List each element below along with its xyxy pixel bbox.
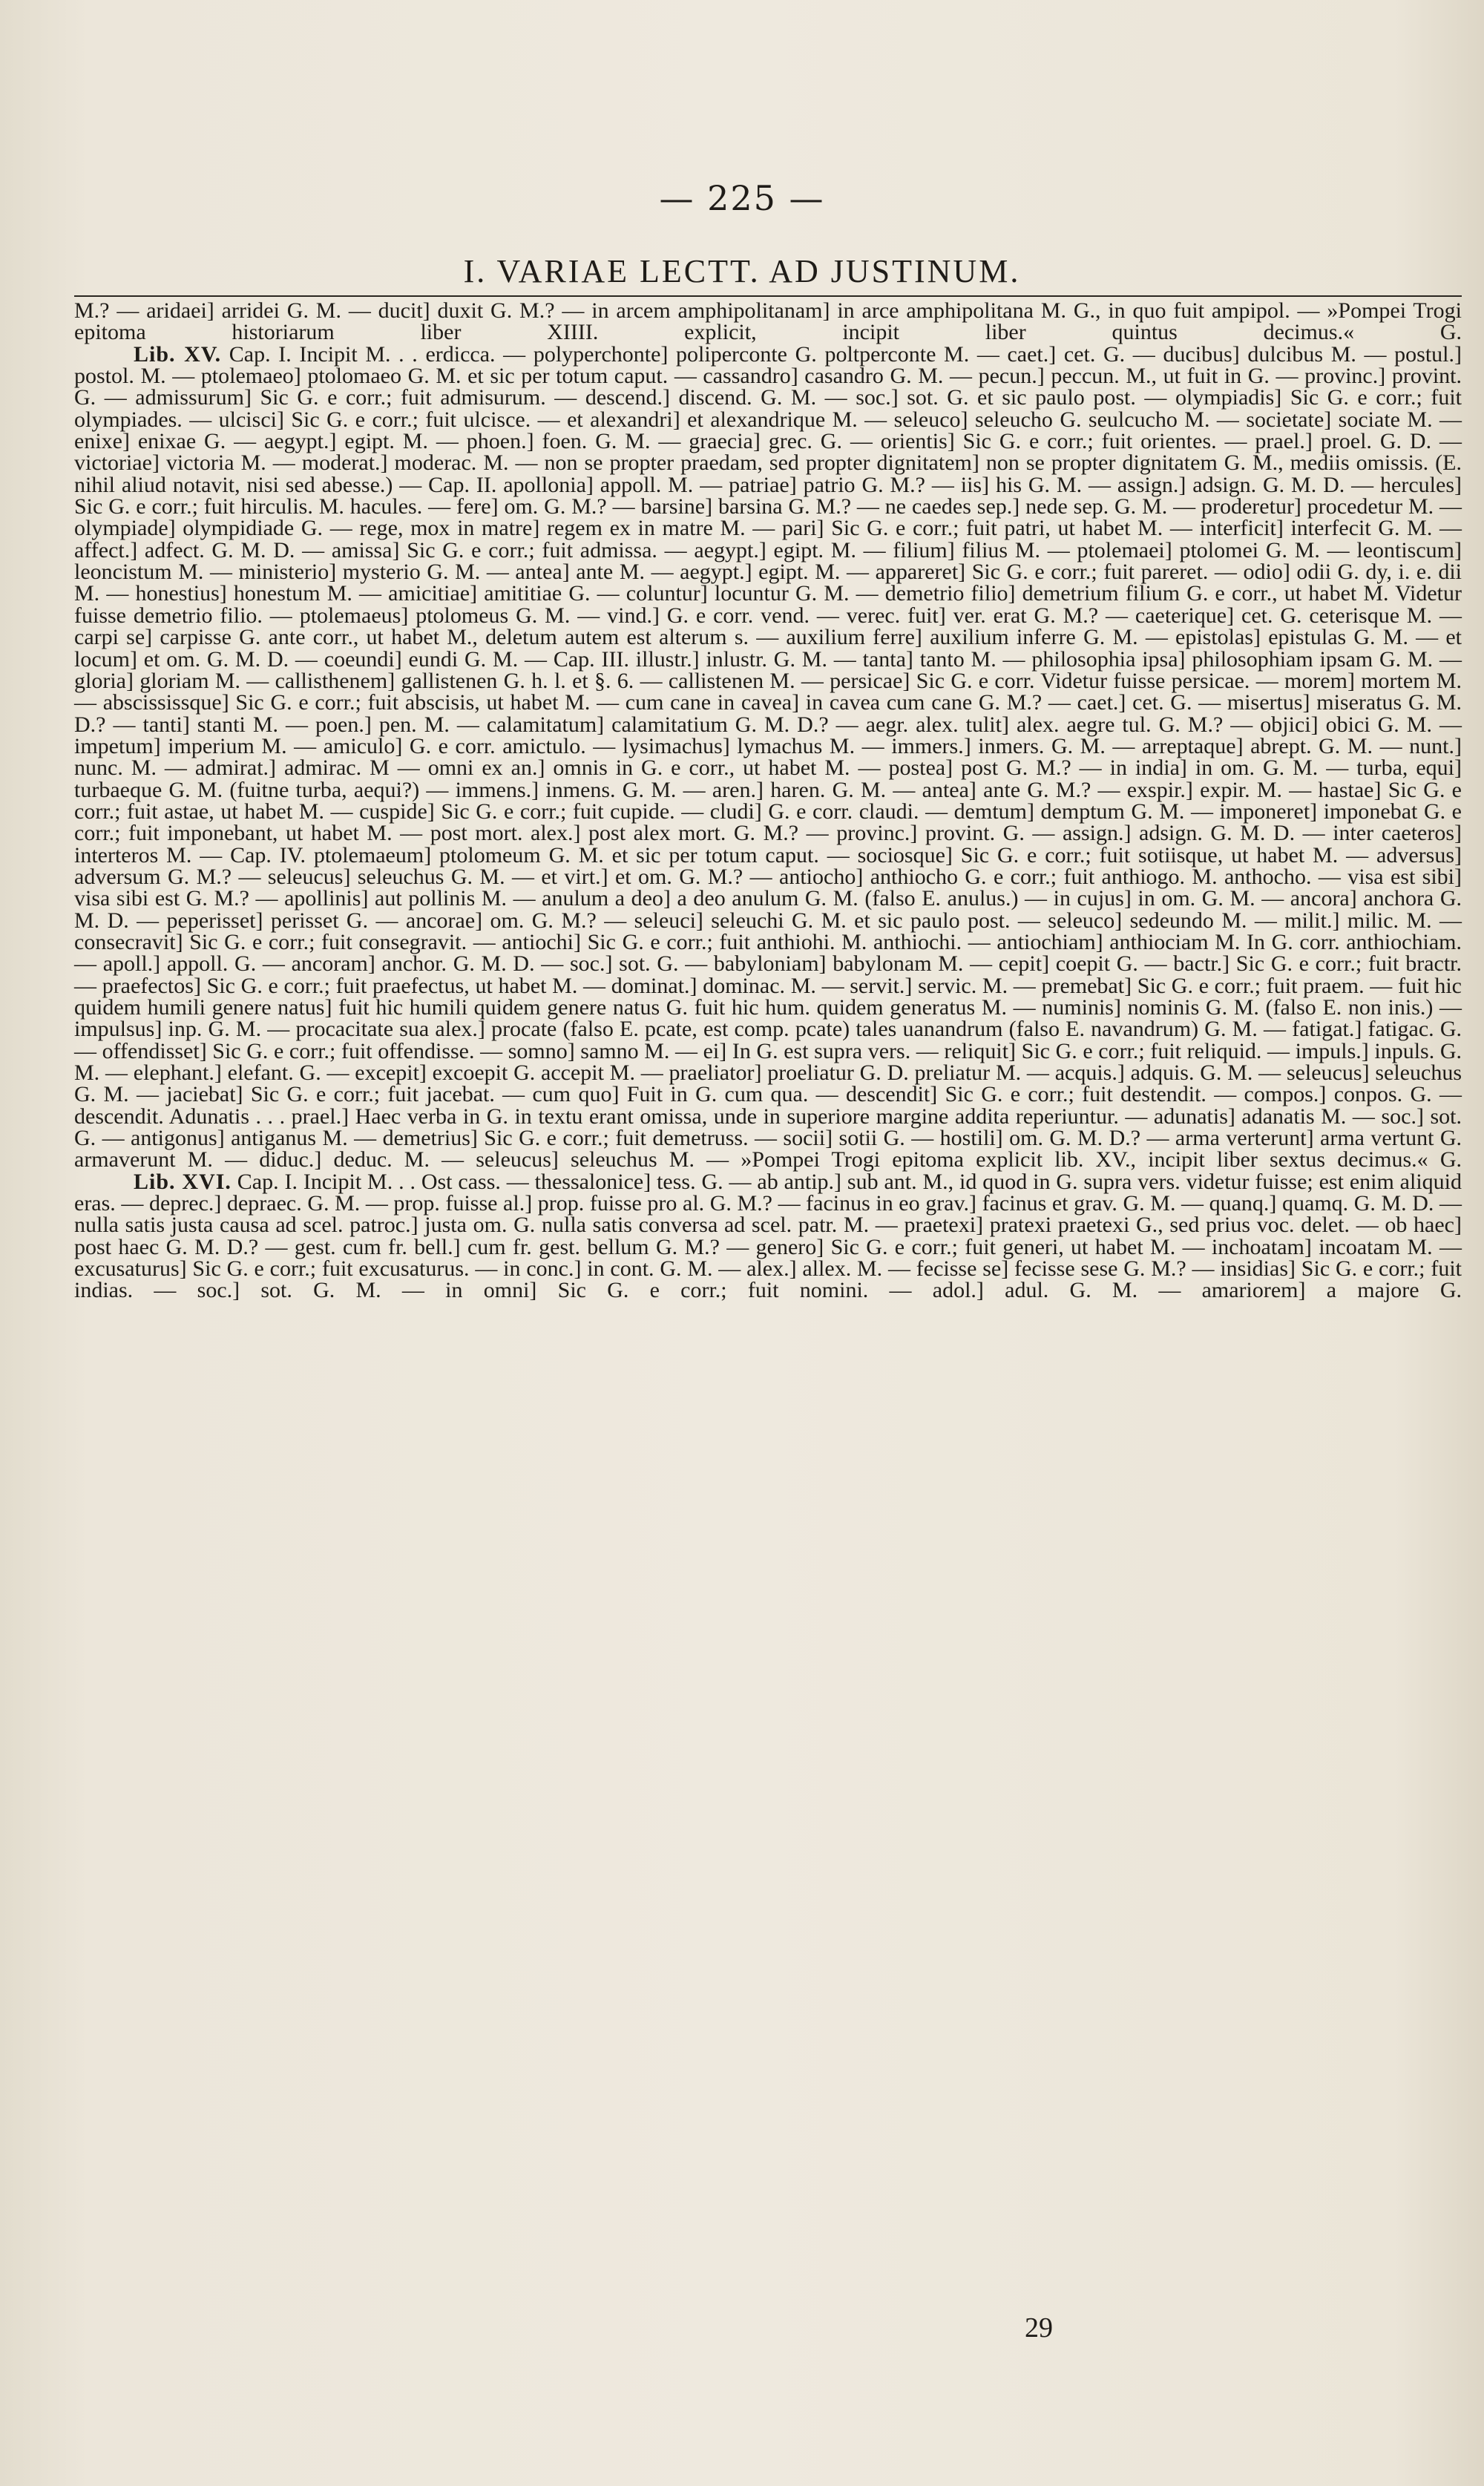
signature-mark: 29	[1025, 2312, 1053, 2344]
paragraph-text: Cap. I. Incipit M. . . erdicca. — polyperchonte] poliperconte G. poltperconte M. — caet.] cet. G. — ducibus] dulcibus M. — postul.] postol. M. — ptolemaeo] ptolomaeo G. M. et sic per totum caput. — cassandro] casandro G. M. — pecun.] peccun. M., ut fuit in G. — provinc.] provint. G. — admissurum] Sic G. e corr.; fuit admisurum. — descend.] discend. G. M. — soc.] sot. G. et sic paulo post. — olympiadis] Sic G. e corr.; fuit olympiades. — ulcisci] Sic G. e corr.; fuit ulcisce. — et alexandri] et alexandrique M. — seleuco] seleucho G. seulcucho M. — societate] sociate M. — enixe] enixae G. — aegypt.] egipt. M. — phoen.] foen. G. M. — graecia] grec. G. — orientis] Sic G. e corr.; fuit orientes. — prael.] proel. G. D. — victoriae] victoria M. — moderat.] moderac. M. — non se propter praedam, sed propter dignitatem] non se propter dignitatem G. M., mediis omissis. (E. nihil aliud notavit, nisi sed abesse.) — Cap. II. apollonia] appoll. M. — patriae] patrio G. M.? — iis] his G. M. — assign.] adsign. G. M. D. — hercules] Sic G. e corr.; fuit hirculis. M. hacules. — fere] om. G. M.? — barsine] barsina G. M.? — ne caedes sep.] nede sep. G. M. — proderetur] procedetur M. — olympiade] olympidiade G. — rege, mox in matre] regem ex in matre M. — pari] Sic G. e corr.; fuit patri, ut habet M. — interficit] interfecit G. M. — affect.] adfect. G. M. D. — amissa] Sic G. e corr.; fuit admissa. — aegypt.] egipt. M. — filium] filius M. — ptolemaei] ptolomei G. M. — leontiscum] leoncistum M. — ministerio] mysterio G. M. — antea] ante M. — aegypt.] egipt. M. — appareret] Sic G. e corr.; fuit pareret. — odio] odii G. dy, i. e. dii M. — honestius] honestum M. — amicitiae] amititiae G. — coluntur] locuntur G. M. — demetrio filio] demetrium filium G. e corr., ut habet M. Videtur fuisse demetrio filio. — ptolemaeus] ptolomeus G. M. — vind.] G. e corr. vend. — verec. fuit] ver. erat G. M.? — caeterique] cet. G. ceterisque M. — carpi se] carpisse G. ante corr., ut habet M., deletum autem est alterum s. — auxilium ferre] auxilium inferre G. M. — epistolas] epistulas G. M. — et locum] et om. G. M. D. — coeundi] eundi G. M. — Cap. III. illustr.] inlustr. G. M. — tanta] tanto M. — philosophia ipsa] philosophiam ipsam G. M. — gloria] gloriam M. — callisthenem] gallistenen G. h. l. et §. 6. — callistenen M. — persicae] Sic G. e corr. Videtur fuisse persicae. — morem] mortem M. — abscississque] Sic G. e corr.; fuit abscisis, ut habet M. — cum cane in cavea] in cavea cum cane G. M.? — caet.] cet. G. — misertus] miseratus G. M. D.? — tanti] stanti M. — poen.] pen. M. — calamitatum] calamitatium G. M. D.? — aegr. alex. tulit] alex. aegre tul. G. M.? — objici] obici G. M. — impetum] imperium M. — amiculo] G. e corr. amictulo. — lysimachus] lymachus M. — immers.] inmers. G. M. — arreptaque] abrept. G. M. — nunt.] nunc. M. — admirat.] admirac. M — omni ex an.] omnis in G. e corr., ut habet M. — postea] post G. M.? — in india] in om. G. M. — turba, equi] turbaeque G. M. (fuitne turba, aequi?) — immens.] inmens. G. M. — aren.] haren. G. M. — antea] ante G. M.? — exspir.] expir. M. — hastae] Sic G. e corr.; fuit astae, ut habet M. — cuspide] Sic G. e corr.; fuit cupide. — cludi] G. e corr. claudi. — demtum] demptum G. M. — imponeret] imponebat G. e corr.; fuit imponebant, ut habet M. — post mort. alex.] post alex mort. G. M.? — provinc.] provint. G. — assign.] adsign. G. M. D. — inter caeteros] interteros M. — Cap. IV. ptolemaeum] ptolomeum G. M. et sic per totum caput. — sociosque] Sic G. e corr.; fuit sotiisque, ut habet M. — adversus] adversum G. M.? — seleucus] seleuchus G. M. — et virt.] et om. G. M.? — antiocho] anthiocho G. e corr.; fuit anthiogo. M. anthocho. — visa est sibi] visa sibi est G. M.? — apollinis] aut pollinis M. — anulum a deo] a deo anulum G. M. (falso E. anulus.) — in cujus] in om. G. M. — ancora] anchora G. M. D. — peperisset] perisset G. — ancorae] om. G. M.? — seleuci] seleuchi G. M. et sic paulo post. — seleuco] sedeundo M. — milit.] milic. M. — consecravit] Sic G. e corr.; fuit consegravit. — antiochi] Sic G. e corr.; fuit anthiohi. M. anthiochi. — antiochiam] anthiociam M. In G. corr. anthiochiam. — apoll.] appoll. G. — ancoram] anchor. G. M. D. — soc.] sot. G. — babyloniam] babylonam M. — cepit] coepit G. — bactr.] Sic G. e corr.; fuit bractr. — praefectos] Sic G. e corr.; fuit praefectus, ut habet M. — dominat.] dominac. M. — servit.] servic. M. — premebat] Sic G. e corr.; fuit praem. — fuit hic quidem humili genere natus] fuit hic humili quidem genere natus G. fuit hic hum. quidem generatus M. — numinis] nominis G. M. (falso E. non inis.) — impulsus] inp. G. M. — procacitate sua alex.] procate (falso E. pcate, est comp. pcate) tales uanandrum (falso E. navandrum) G. M. — fatigat.] fatigac. G. — offendisset] Sic G. e corr.; fuit offendisse. — somno] samno M. — ei] In G. est supra vers. — reliquit] Sic G. e corr.; fuit reliquid. — impuls.] inpuls. G. M. — elephant.] elefant. G. — excepit] excoepit G. accepit M. — praeliator] proeliatur G. D. preliatur M. — acquis.] adquis. G. M. — seleucus] seleuchus G. M. — jaciebat] Sic G. e corr.; fuit jacebat. — cum quo] Fuit in G. cum qua. — descendit] Sic G. e corr.; fuit destendit. — compos.] conpos. G. — descendit. Adunatis . . . prael.] Haec verba in G. in textu erant omissa, unde in superiore margine addita reperiuntur. — adunatis] adanatis M. — soc.] sot. G. — antigonus] antiganus M. — demetrius] Sic G. e corr.; fuit demetruss. — socii] sotii G. — hostili] om. G. M. D.? — arma verterunt] arma vertunt G. armaverunt M. — diduc.] deduc. M. — seleucus] seleuchus M. — »Pompei Trogi epitoma explicit lib. XV., incipit liber sextus decimus.« G.	[74, 341, 1462, 1173]
paragraph-continuation	[74, 300, 1462, 344]
apparatus-text	[74, 300, 1462, 1302]
running-title: I. VARIAE LECTT. AD JUSTINUM.	[463, 253, 1021, 289]
header-rule	[74, 295, 1462, 297]
book-label: Lib. XVI.	[134, 1169, 232, 1194]
paragraph-lib-xv	[74, 341, 1462, 1173]
page-number: — 225 —	[659, 178, 825, 218]
paragraph-lib-xvi	[74, 1171, 1462, 1302]
paragraph-text: Cap. I. Incipit M. . . Ost cass. — thessalonice] tess. G. — ab antip.] sub ant. M., id quod in G. supra vers. videtur fuisse; est enim aliquid eras. — deprec.] depraec. G. M. — prop. fuisse al.] prop. fuisse pro al. G. M.? — facinus in eo grav.] facinus et grav. G. M. — quanq.] quamq. G. M. D. — nulla satis justa causa ad scel. patroc.] justa om. G. nulla satis conversa ad scel. patr. M. — praetexi] pratexi praetexi G., sed prius voc. delet. — ob haec] post haec G. M. D.? — gest. cum fr. bell.] cum fr. gest. bellum G. M.? — genero] Sic G. e corr.; fuit generi, ut habet M. — inchoatam] incoatam M. — excusaturus] Sic G. e corr.; fuit excusaturus. — in conc.] in cont. G. M. — alex.] allex. M. — fecisse se] fecisse sese G. M.? — insidias] Sic G. e corr.; fuit indias. — soc.] sot. G. M. — in omni] Sic G. e corr.; fuit nomini. — adol.] adul. G. M. — amariorem] a majore G.	[74, 1169, 1462, 1303]
paragraph-text: M.? — aridaei] arridei G. M. — ducit] duxit G. M.? — in arcem amphipolitanam] in arce amphipolitana M. G., in quo fuit ampipol. — »Pompei Trogi epitoma historiarum liber XIIII. explicit, incipit liber quintus decimus.« G.	[74, 298, 1462, 345]
book-label: Lib. XV.	[134, 341, 222, 367]
